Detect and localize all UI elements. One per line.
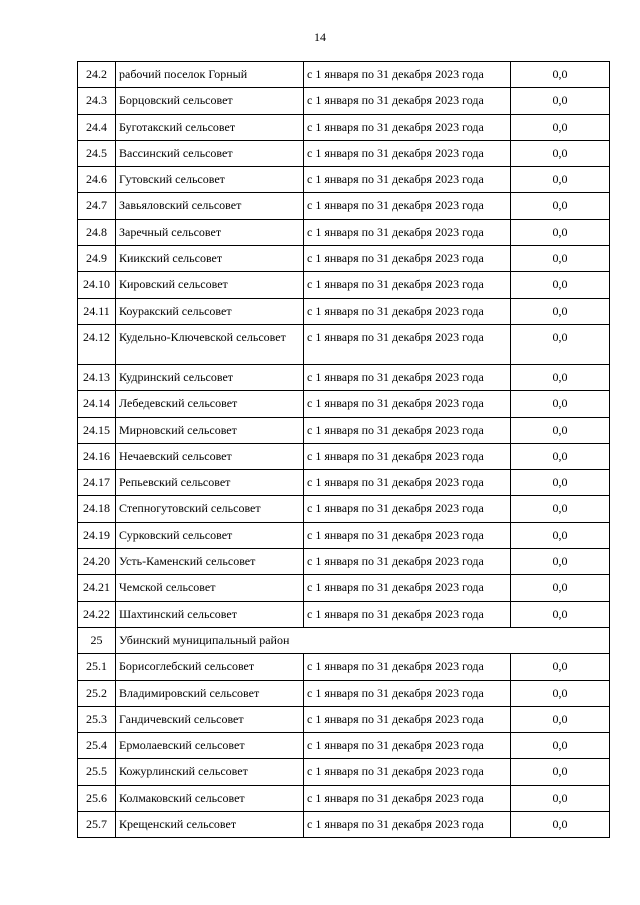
settlement-name: Кудринский сельсовет	[116, 364, 304, 390]
period-cell: с 1 января по 31 декабря 2023 года	[304, 759, 511, 785]
table-row	[78, 62, 610, 88]
period-cell: с 1 января по 31 декабря 2023 года	[304, 496, 511, 522]
period-cell: с 1 января по 31 декабря 2023 года	[304, 364, 511, 390]
value-cell: 0,0	[511, 654, 610, 680]
period-cell: с 1 января по 31 декабря 2023 года	[304, 167, 511, 193]
settlement-name: Сурковский сельсовет	[116, 522, 304, 548]
row-number: 24.4	[78, 114, 116, 140]
table-row	[78, 167, 610, 193]
settlement-name: Владимировский сельсовет	[116, 680, 304, 706]
settlement-name: Мирновский сельсовет	[116, 417, 304, 443]
row-number: 24.9	[78, 246, 116, 272]
period-cell: с 1 января по 31 декабря 2023 года	[304, 522, 511, 548]
row-number: 25.2	[78, 680, 116, 706]
table-row	[78, 246, 610, 272]
row-number: 24.19	[78, 522, 116, 548]
table-body-district-25-header	[78, 627, 610, 653]
value-cell: 0,0	[511, 298, 610, 324]
settlement-name: Лебедевский сельсовет	[116, 391, 304, 417]
settlement-name: Чемской сельсовет	[116, 575, 304, 601]
table-row	[78, 785, 610, 811]
table-row	[78, 759, 610, 785]
value-cell: 0,0	[511, 470, 610, 496]
value-cell: 0,0	[511, 443, 610, 469]
row-number: 24.6	[78, 167, 116, 193]
period-cell: с 1 января по 31 декабря 2023 года	[304, 193, 511, 219]
value-cell: 0,0	[511, 88, 610, 114]
settlement-name: Борцовский сельсовет	[116, 88, 304, 114]
period-cell: с 1 января по 31 декабря 2023 года	[304, 246, 511, 272]
row-number: 24.20	[78, 549, 116, 575]
value-cell: 0,0	[511, 364, 610, 390]
row-number: 24.10	[78, 272, 116, 298]
table-row	[78, 706, 610, 732]
settlement-name: Крещенский сельсовет	[116, 812, 304, 838]
row-number: 24.2	[78, 62, 116, 88]
settlement-name: Гутовский сельсовет	[116, 167, 304, 193]
table-row	[78, 193, 610, 219]
value-cell: 0,0	[511, 219, 610, 245]
period-cell: с 1 января по 31 декабря 2023 года	[304, 654, 511, 680]
period-cell: с 1 января по 31 декабря 2023 года	[304, 272, 511, 298]
table-row	[78, 496, 610, 522]
table-body-district-25	[78, 654, 610, 838]
table-row	[78, 443, 610, 469]
period-cell: с 1 января по 31 декабря 2023 года	[304, 140, 511, 166]
value-cell: 0,0	[511, 391, 610, 417]
value-cell: 0,0	[511, 733, 610, 759]
period-cell: с 1 января по 31 декабря 2023 года	[304, 298, 511, 324]
value-cell: 0,0	[511, 114, 610, 140]
settlement-name: Завьяловский сельсовет	[116, 193, 304, 219]
period-cell: с 1 января по 31 декабря 2023 года	[304, 680, 511, 706]
row-number: 24.15	[78, 417, 116, 443]
value-cell: 0,0	[511, 272, 610, 298]
settlement-name: Гандичевский сельсовет	[116, 706, 304, 732]
period-cell: с 1 января по 31 декабря 2023 года	[304, 219, 511, 245]
value-cell: 0,0	[511, 575, 610, 601]
settlement-name: Кировский сельсовет	[116, 272, 304, 298]
settlement-name: Усть-Каменский сельсовет	[116, 549, 304, 575]
district-number: 25	[78, 627, 116, 653]
table-row	[78, 417, 610, 443]
table-row	[78, 601, 610, 627]
page-number: 14	[314, 30, 326, 44]
table-row	[78, 522, 610, 548]
value-cell: 0,0	[511, 140, 610, 166]
table-row	[78, 470, 610, 496]
table-row	[78, 680, 610, 706]
settlement-name: Шахтинский сельсовет	[116, 601, 304, 627]
value-cell: 0,0	[511, 601, 610, 627]
row-number: 24.17	[78, 470, 116, 496]
table-row	[78, 812, 610, 838]
table-row	[78, 298, 610, 324]
table-body-district-24	[78, 62, 610, 628]
value-cell: 0,0	[511, 812, 610, 838]
value-cell: 0,0	[511, 759, 610, 785]
value-cell: 0,0	[511, 522, 610, 548]
row-number: 24.8	[78, 219, 116, 245]
period-cell: с 1 января по 31 декабря 2023 года	[304, 812, 511, 838]
row-number: 24.14	[78, 391, 116, 417]
row-number: 24.13	[78, 364, 116, 390]
row-number: 24.21	[78, 575, 116, 601]
period-cell: с 1 января по 31 декабря 2023 года	[304, 391, 511, 417]
row-number: 24.11	[78, 298, 116, 324]
table-row	[78, 549, 610, 575]
row-number: 25.5	[78, 759, 116, 785]
row-number: 24.3	[78, 88, 116, 114]
value-cell: 0,0	[511, 167, 610, 193]
period-cell: с 1 января по 31 декабря 2023 года	[304, 549, 511, 575]
table-row	[78, 219, 610, 245]
table-row	[78, 733, 610, 759]
value-cell: 0,0	[511, 680, 610, 706]
row-number: 25.6	[78, 785, 116, 811]
value-cell: 0,0	[511, 246, 610, 272]
period-cell: с 1 января по 31 декабря 2023 года	[304, 443, 511, 469]
row-number: 24.12	[78, 324, 116, 364]
table-row	[78, 140, 610, 166]
settlement-name: Репьевский сельсовет	[116, 470, 304, 496]
period-cell: с 1 января по 31 декабря 2023 года	[304, 417, 511, 443]
table-row	[78, 575, 610, 601]
district-name: Убинский муниципальный район	[116, 627, 610, 653]
period-cell: с 1 января по 31 декабря 2023 года	[304, 785, 511, 811]
period-cell: с 1 января по 31 декабря 2023 года	[304, 114, 511, 140]
period-cell: с 1 января по 31 декабря 2023 года	[304, 575, 511, 601]
district-row	[78, 627, 610, 653]
row-number: 24.22	[78, 601, 116, 627]
period-cell: с 1 января по 31 декабря 2023 года	[304, 88, 511, 114]
row-number: 24.16	[78, 443, 116, 469]
table-row	[78, 272, 610, 298]
settlement-name: Борисоглебский сельсовет	[116, 654, 304, 680]
table-row	[78, 364, 610, 390]
settlement-name: Колмаковский сельсовет	[116, 785, 304, 811]
value-cell: 0,0	[511, 417, 610, 443]
period-cell: с 1 января по 31 декабря 2023 года	[304, 470, 511, 496]
value-cell: 0,0	[511, 193, 610, 219]
value-cell: 0,0	[511, 324, 610, 364]
settlement-name: Нечаевский сельсовет	[116, 443, 304, 469]
row-number: 24.5	[78, 140, 116, 166]
table-row	[78, 88, 610, 114]
row-number: 24.18	[78, 496, 116, 522]
row-number: 24.7	[78, 193, 116, 219]
row-number: 25.3	[78, 706, 116, 732]
table-row	[78, 391, 610, 417]
period-cell: с 1 января по 31 декабря 2023 года	[304, 601, 511, 627]
table-row	[78, 114, 610, 140]
row-number: 25.7	[78, 812, 116, 838]
value-cell: 0,0	[511, 706, 610, 732]
settlement-name: Заречный сельсовет	[116, 219, 304, 245]
period-cell: с 1 января по 31 декабря 2023 года	[304, 324, 511, 364]
settlement-name: Коуракский сельсовет	[116, 298, 304, 324]
row-number: 25.4	[78, 733, 116, 759]
settlement-name: рабочий поселок Горный	[116, 62, 304, 88]
row-number: 25.1	[78, 654, 116, 680]
settlement-name: Киикский сельсовет	[116, 246, 304, 272]
value-cell: 0,0	[511, 62, 610, 88]
settlement-name: Буготакский сельсовет	[116, 114, 304, 140]
period-cell: с 1 января по 31 декабря 2023 года	[304, 62, 511, 88]
settlement-name: Вассинский сельсовет	[116, 140, 304, 166]
period-cell: с 1 января по 31 декабря 2023 года	[304, 733, 511, 759]
table-row	[78, 654, 610, 680]
table-row	[78, 324, 610, 364]
value-cell: 0,0	[511, 549, 610, 575]
settlements-table	[77, 61, 610, 838]
settlement-name: Кожурлинский сельсовет	[116, 759, 304, 785]
value-cell: 0,0	[511, 785, 610, 811]
period-cell: с 1 января по 31 декабря 2023 года	[304, 706, 511, 732]
settlement-name: Кудельно-Ключевской сельсовет	[116, 324, 304, 364]
settlement-name: Ермолаевский сельсовет	[116, 733, 304, 759]
value-cell: 0,0	[511, 496, 610, 522]
settlement-name: Степногутовский сельсовет	[116, 496, 304, 522]
